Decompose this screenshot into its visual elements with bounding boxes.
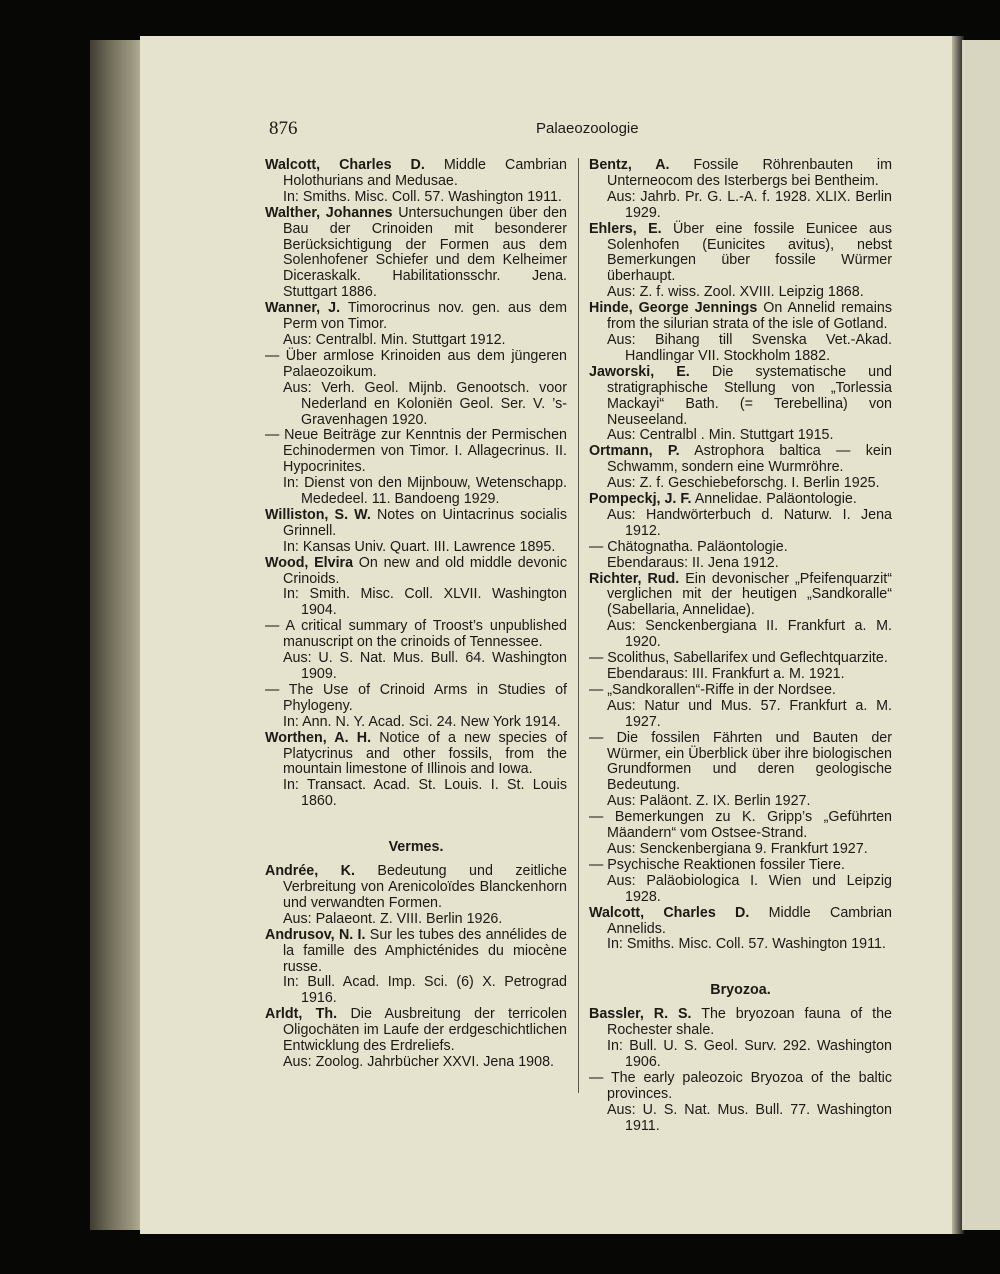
entry-title: — Scolithus, Sabellarifex und Geflechtquarzite. [589, 650, 888, 667]
entry-author: Arldt, Th. [265, 1006, 338, 1023]
bibliography-entry [589, 1007, 892, 1071]
bibliography-entry [265, 206, 567, 301]
entry-source: Aus: Bihang till Svenska Vet.-Akad. Handlingar VII. Stockholm 1882. [607, 331, 892, 364]
entry-title: Fossile Röhrenbauten im Unterneocom des Isterbergs bei Bentheim. [607, 157, 892, 189]
entry-title: Die Ausbreitung der terricolen Oligochäten im Laufe der erdgeschichtlichen Entwicklung des Erdreliefs. [283, 1006, 567, 1055]
entry-title: — The Use of Crinoid Arms in Studies of Phylogeny. [265, 681, 567, 714]
left-column [265, 158, 567, 1071]
entry-source: In: Kansas Univ. Quart. III. Lawrence 1895. [283, 538, 556, 555]
entry-title: — Über armlose Krinoiden aus dem jüngeren Palaeozoikum. [265, 347, 567, 380]
bibliography-entry [265, 683, 567, 731]
bibliography-entry [265, 301, 567, 349]
bibliography-entry [589, 1071, 892, 1135]
entry-author: Andrée, K. [265, 863, 355, 880]
entry-author: Pompeckj, J. F. [589, 491, 692, 508]
bibliography-entry [589, 906, 892, 954]
entry-source: Aus: Zoolog. Jahrbücher XXVI. Jena 1908. [283, 1053, 555, 1070]
entry-title: — The early paleozoic Bryozoa of the baltic provinces. [589, 1069, 892, 1102]
entry-author: Jaworski, E. [589, 363, 690, 380]
bibliography-entry [265, 349, 567, 429]
entry-source: In: Ann. N. Y. Acad. Sci. 24. New York 1914. [283, 713, 561, 730]
entry-title: Über eine fossile Eunicee aus Solenhofen (Eunicites avitus), nebst Bemerkungen über fossile Würmer überhaupt. [607, 220, 892, 285]
entry-source: Aus: Centralbl. Min. Stuttgart 1912. [283, 331, 506, 348]
bibliography-entry [589, 158, 892, 222]
bibliography-entry [589, 365, 892, 445]
entry-source: Aus: Centralbl . Min. Stuttgart 1915. [607, 427, 834, 444]
entry-author: Williston, S. W. [265, 506, 371, 523]
entry-title: Astrophora baltica — kein Schwamm, sondern eine Wurmröhre. [607, 443, 893, 476]
column-divider [578, 158, 579, 1093]
entry-title: On new and old middle devonic Crinoids. [283, 554, 567, 587]
entry-source: Aus: Palaeont. Z. VIII. Berlin 1926. [283, 910, 503, 927]
entry-title: Notice of a new species of Platycrinus and other fossils, from the mountain limestone of Illinois and Iowa. [283, 729, 567, 778]
right-entries [589, 158, 892, 953]
running-title: Palaeozoologie [536, 120, 639, 137]
bibliography-entry [589, 222, 892, 302]
entry-author: Bentz, A. [589, 157, 670, 173]
bibliography-entry [589, 492, 892, 540]
entry-title: Middle Cambrian Holothurians and Medusae. [283, 157, 567, 189]
entry-source: Aus: Z. f. Geschiebeforschg. I. Berlin 1925. [607, 475, 880, 492]
bibliography-entry [589, 810, 892, 858]
entry-author: Bassler, R. S. [589, 1006, 692, 1023]
bibliography-entry [589, 858, 892, 906]
entry-source: In: Dienst von den Mijnbouw, Wetenschapp. Mededeel. 11. Bandoeng 1929. [283, 475, 567, 508]
entry-author: Walcott, Charles D. [589, 904, 750, 921]
bibliography-entry [265, 556, 567, 620]
entry-title: — „Sandkorallen“-Riffe in der Nordsee. [589, 681, 836, 698]
right-column [589, 158, 892, 1134]
bibliography-entry [265, 428, 567, 508]
entry-author: Hinde, George Jennings [589, 300, 758, 317]
entry-source: Aus: Paläobiologica I. Wien und Leipzig 1928. [607, 872, 892, 905]
bibliography-entry [265, 928, 567, 1008]
bibliography-entry [589, 683, 892, 731]
entry-source: In: Smiths. Misc. Coll. 57. Washington 1911. [607, 936, 886, 953]
bibliography-entry [265, 864, 567, 928]
entry-author: Richter, Rud. [589, 570, 680, 587]
entry-source: In: Smiths. Misc. Coll. 57. Washington 1911. [283, 188, 562, 205]
bibliography-entry [589, 301, 892, 365]
entry-title: — Chätognatha. Paläontologie. [589, 538, 788, 555]
entry-source: Aus: Verh. Geol. Mijnb. Genootsch. voor Nederland en Koloniën Geol. Ser. V. ’s-Gravenhagen 1920. [283, 379, 567, 428]
entry-source: Aus: Jahrb. Pr. G. L.-A. f. 1928. XLIX. Berlin 1929. [607, 188, 892, 221]
bibliography-entry [265, 619, 567, 683]
vermes-entries [265, 864, 567, 1071]
entry-title: Annelidae. Paläontologie. [691, 491, 857, 508]
entry-title: Ein devonischer „Pfeifenquarzit“ verglichen mit der heutigen „Sandkoralle“ (Sabellaria, Annelidae). [607, 570, 892, 619]
entry-title: Notes on Uintacrinus socialis Grinnell. [283, 506, 568, 539]
entry-title: — Psychische Reaktionen fossiler Tiere. [589, 856, 845, 873]
entry-source: Ebendaraus: II. Jena 1912. [607, 554, 779, 571]
bibliography-entry [589, 651, 892, 683]
bibliography-entry [265, 1007, 567, 1071]
entry-author: Wanner, J. [265, 300, 341, 317]
entry-title: Bedeutung und zeitliche Verbreitung von Arenicoloïdes Blanckenhorn und verwandten Formen. [283, 863, 568, 911]
bibliography-entry [589, 540, 892, 572]
facing-page [962, 40, 1000, 1230]
entry-title: — A critical summary of Troost’s unpublished manuscript on the crinoids of Tennessee. [265, 618, 567, 651]
bibliography-entry [265, 508, 567, 556]
entry-source: In: Bull. U. S. Geol. Surv. 292. Washington 1906. [607, 1038, 892, 1070]
entry-title: — Bemerkungen zu K. Gripp’s „Geführten Mäandern“ vom Ostsee-Strand. [589, 809, 892, 842]
entry-author: Ortmann, P. [589, 443, 680, 460]
entry-source: Aus: Senckenbergiana II. Frankfurt a. M. 1920. [607, 618, 892, 651]
entry-title: — Die fossilen Fährten und Bauten der Würmer, ein Überblick über ihre biologischen Grundformen und deren geologische Bedeutung. [589, 729, 892, 794]
entry-source: Aus: U. S. Nat. Mus. Bull. 64. Washington 1909. [283, 650, 567, 682]
bibliography-entry [589, 444, 892, 492]
entry-source: Aus: U. S. Nat. Mus. Bull. 77. Washington 1911. [607, 1101, 892, 1134]
entry-title: Untersuchungen über den Bau der Crinoiden mit besonderer Berücksichtigung der Formen aus dem Solenhofener Schiefer und dem Kelheimer Diceraskalk. Habilitationsschr. Jena. Stuttgart 1886. [283, 204, 567, 301]
entry-author: Walther, Johannes [265, 204, 393, 221]
entry-title: — Neue Beiträge zur Kenntnis der Permischen Echinodermen von Timor. I. Allagecrinus. II. Hypocrinites. [265, 427, 567, 476]
bibliography-entry [265, 731, 567, 811]
bibliography-entry [589, 731, 892, 811]
entry-title: The bryozoan fauna of the Rochester shale. [607, 1006, 892, 1039]
entry-title: On Annelid remains from the silurian strata of the isle of Gotland. [607, 300, 892, 333]
entry-title: Middle Cambrian Annelids. [607, 904, 892, 937]
entry-author: Andrusov, N. I. [265, 926, 366, 943]
entry-source: Aus: Paläont. Z. IX. Berlin 1927. [607, 793, 811, 810]
bryozoa-entries [589, 1007, 892, 1134]
entry-source: In: Transact. Acad. St. Louis. I. St. Louis 1860. [283, 777, 567, 810]
section-heading-vermes: Vermes. [388, 839, 444, 856]
entry-source: Aus: Z. f. wiss. Zool. XVIII. Leipzig 1868. [607, 284, 864, 301]
entry-source: In: Bull. Acad. Imp. Sci. (6) X. Petrograd 1916. [283, 974, 567, 1007]
entry-source: Aus: Natur und Mus. 57. Frankfurt a. M. 1927. [607, 697, 892, 730]
entry-title: Sur les tubes des annélides de la famille des Amphicténides du miocène russe. [283, 926, 567, 975]
entry-author: Walcott, Charles D. [265, 157, 425, 173]
entry-title: Timorocrinus nov. gen. aus dem Perm von Timor. [283, 300, 567, 333]
entry-source: Ebendaraus: III. Frankfurt a. M. 1921. [607, 666, 845, 682]
entry-author: Ehlers, E. [589, 220, 662, 237]
entry-author: Wood, Elvira [265, 554, 354, 571]
page-number: 876 [269, 118, 298, 139]
bibliography-entry [265, 158, 567, 206]
entry-source: Aus: Handwörterbuch d. Naturw. I. Jena 1912. [607, 506, 892, 539]
left-entries [265, 158, 567, 810]
entry-author: Worthen, A. H. [265, 729, 372, 746]
entry-title: Die systematische und stratigraphische Stellung von „Torlessia Mackayi“ Bath. (= Terebellina) von Neuseeland. [607, 363, 892, 428]
bibliography-entry [589, 572, 892, 652]
entry-source: In: Smith. Misc. Coll. XLVII. Washington 1904. [283, 586, 567, 619]
entry-source: Aus: Senckenbergiana 9. Frankfurt 1927. [607, 840, 868, 857]
section-heading-bryozoa: Bryozoa. [710, 982, 771, 999]
